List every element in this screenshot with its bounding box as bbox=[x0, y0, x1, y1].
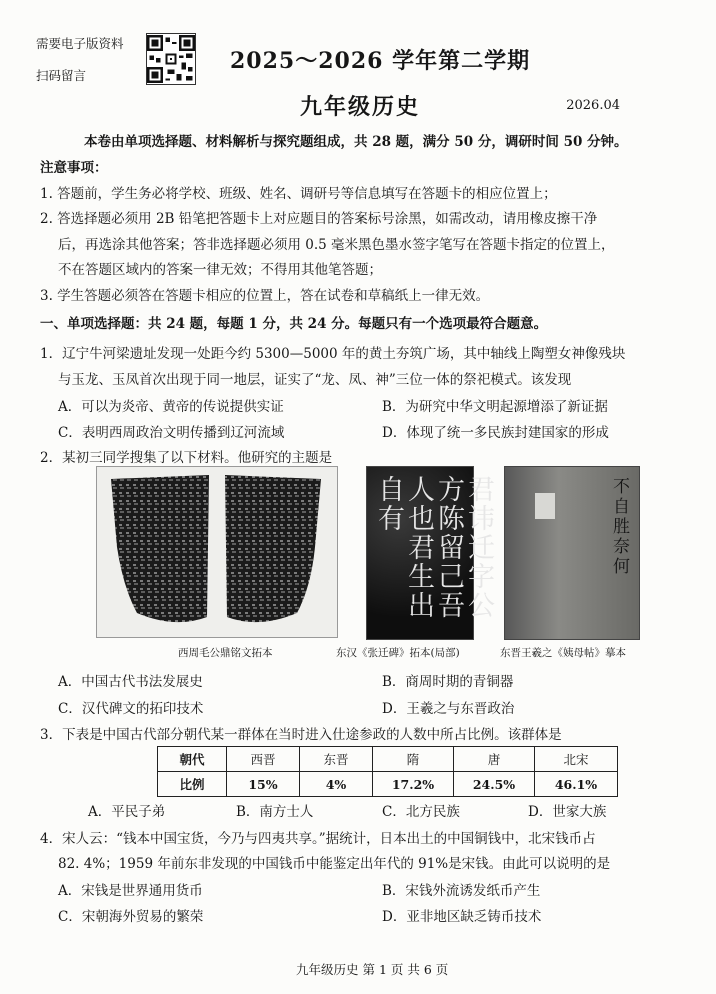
q1-option-c: C．表明西周政治文明传播到辽河流域 bbox=[58, 425, 285, 441]
q2-stem: 2．某初三同学搜集了以下材料。他研究的主题是 bbox=[40, 450, 333, 466]
q3-option-a: A．平民子弟 bbox=[88, 804, 166, 820]
notes-heading: 注意事项： bbox=[40, 160, 108, 176]
table-cell: 15% bbox=[227, 772, 300, 797]
table-cell: 西晋 bbox=[227, 747, 300, 772]
q3-option-d: D．世家大族 bbox=[528, 804, 607, 820]
table-cell: 17.2% bbox=[373, 772, 454, 797]
page-footer: 九年级历史 第 1 页 共 6 页 bbox=[296, 962, 449, 977]
qr-code-image[interactable] bbox=[146, 33, 196, 85]
q2-option-d: D．王羲之与东晋政治 bbox=[382, 701, 515, 717]
table-cell: 东晋 bbox=[300, 747, 373, 772]
table-cell: 46.1% bbox=[535, 772, 618, 797]
q4-option-c: C．宋朝海外贸易的繁荣 bbox=[58, 909, 204, 925]
yimu-tie-copy bbox=[504, 466, 640, 640]
zhang-qian-stele-rubbing bbox=[366, 466, 494, 640]
table-cell: 隋 bbox=[373, 747, 454, 772]
note-item: 后，再选涂其他答案；答非选择题必须用 0.5 毫米黑色墨水签字笔写在答题卡指定的位置上， bbox=[58, 237, 615, 253]
note-item: 1. 答题前，学生务必将学校、班级、姓名、调研号等信息填写在答题卡的相应位置上； bbox=[40, 186, 557, 202]
q4-option-b: B．宋钱外流诱发纸币产生 bbox=[382, 883, 541, 899]
table-row bbox=[158, 772, 618, 797]
q3-data-table bbox=[157, 746, 618, 797]
table-cell: 比例 bbox=[158, 772, 227, 797]
table-row bbox=[158, 747, 618, 772]
q4-option-d: D．亚非地区缺乏铸币技术 bbox=[382, 909, 542, 925]
q2-option-c: C．汉代碑文的拓印技术 bbox=[58, 701, 204, 717]
q2-option-b: B．商周时期的青铜器 bbox=[382, 674, 514, 690]
side-note-line1: 需要电子版资料 bbox=[36, 36, 124, 51]
bronze-inscription-rubbing bbox=[96, 466, 338, 638]
q1-option-a: A．可以为炎帝、黄帝的传说提供实证 bbox=[58, 399, 284, 415]
table-cell: 唐 bbox=[454, 747, 535, 772]
q4-stem-cont: 82. 4%；1959 年前东非发现的中国钱币中能鉴定出年代的 91%是宋钱。由此可以说明的是 bbox=[58, 856, 611, 872]
q3-stem: 3．下表是中国古代部分朝代某一群体在当时进入仕途参政的人数中所占比例。该群体是 bbox=[40, 727, 562, 743]
caption-1: 西周毛公鼎铭文拓本 bbox=[178, 647, 273, 659]
q1-stem: 1．辽宁牛河梁遗址发现一处距今约 5300—5000 年的黄土夯筑广场，其中轴线上陶塑女神像残块 bbox=[40, 346, 626, 362]
q4-stem: 4．宋人云：“钱本中国宝货，今乃与四夷共享。”据统计，日本出土的中国铜钱中，北宋钱币占 bbox=[40, 831, 596, 847]
table-cell: 北宋 bbox=[535, 747, 618, 772]
stele-characters: 君讳迁字公方陈留己吾人也君生出自有 bbox=[373, 475, 494, 620]
exam-date: 2026.04 bbox=[566, 98, 620, 113]
note-item: 不在答题区域内的答案一律无效；不得用其他笔答题； bbox=[58, 262, 382, 278]
exam-title: 2025～2026 学年第二学期 bbox=[230, 48, 531, 74]
exam-subtitle: 九年级历史 bbox=[300, 94, 421, 120]
q1-option-d: D．体现了统一多民族封建国家的形成 bbox=[382, 425, 609, 441]
q3-option-b: B．南方士人 bbox=[236, 804, 314, 820]
section-heading: 一、单项选择题：共 24 题，每题 1 分，共 24 分。每题只有一个选项最符合题意。 bbox=[40, 316, 548, 332]
note-item: 2. 答选择题必须用 2B 铅笔把答题卡上对应题目的答案标号涂黑，如需改动，请用橡皮擦干净 bbox=[40, 211, 598, 227]
q1-stem-cont: 与玉龙、玉凤首次出现于同一地层，证实了“龙、凤、神”三位一体的祭祀模式。该发现 bbox=[58, 372, 572, 388]
caption-3: 东晋王羲之《姨母帖》摹本 bbox=[500, 647, 626, 659]
q4-option-a: A．宋钱是世界通用货币 bbox=[58, 883, 203, 899]
seal-stamp bbox=[535, 493, 555, 519]
caption-2: 东汉《张迁碑》拓本(局部) bbox=[336, 647, 460, 659]
side-note-line2: 扫码留言 bbox=[36, 68, 87, 83]
note-item: 3. 学生答题必须答在答题卡相应的位置上，答在试卷和草稿纸上一律无效。 bbox=[40, 288, 490, 304]
q1-option-b: B．为研究中华文明起源增添了新证据 bbox=[382, 399, 608, 415]
table-cell: 4% bbox=[300, 772, 373, 797]
exam-intro: 本卷由单项选择题、材料解析与探究题组成，共 28 题，满分 50 分，调研时间 50 分钟。 bbox=[84, 134, 628, 150]
scroll-characters: 不自胜奈何 bbox=[609, 477, 629, 577]
table-cell: 朝代 bbox=[158, 747, 227, 772]
q2-option-a: A．中国古代书法发展史 bbox=[58, 674, 203, 690]
table-cell: 24.5% bbox=[454, 772, 535, 797]
q3-option-c: C．北方民族 bbox=[382, 804, 460, 820]
